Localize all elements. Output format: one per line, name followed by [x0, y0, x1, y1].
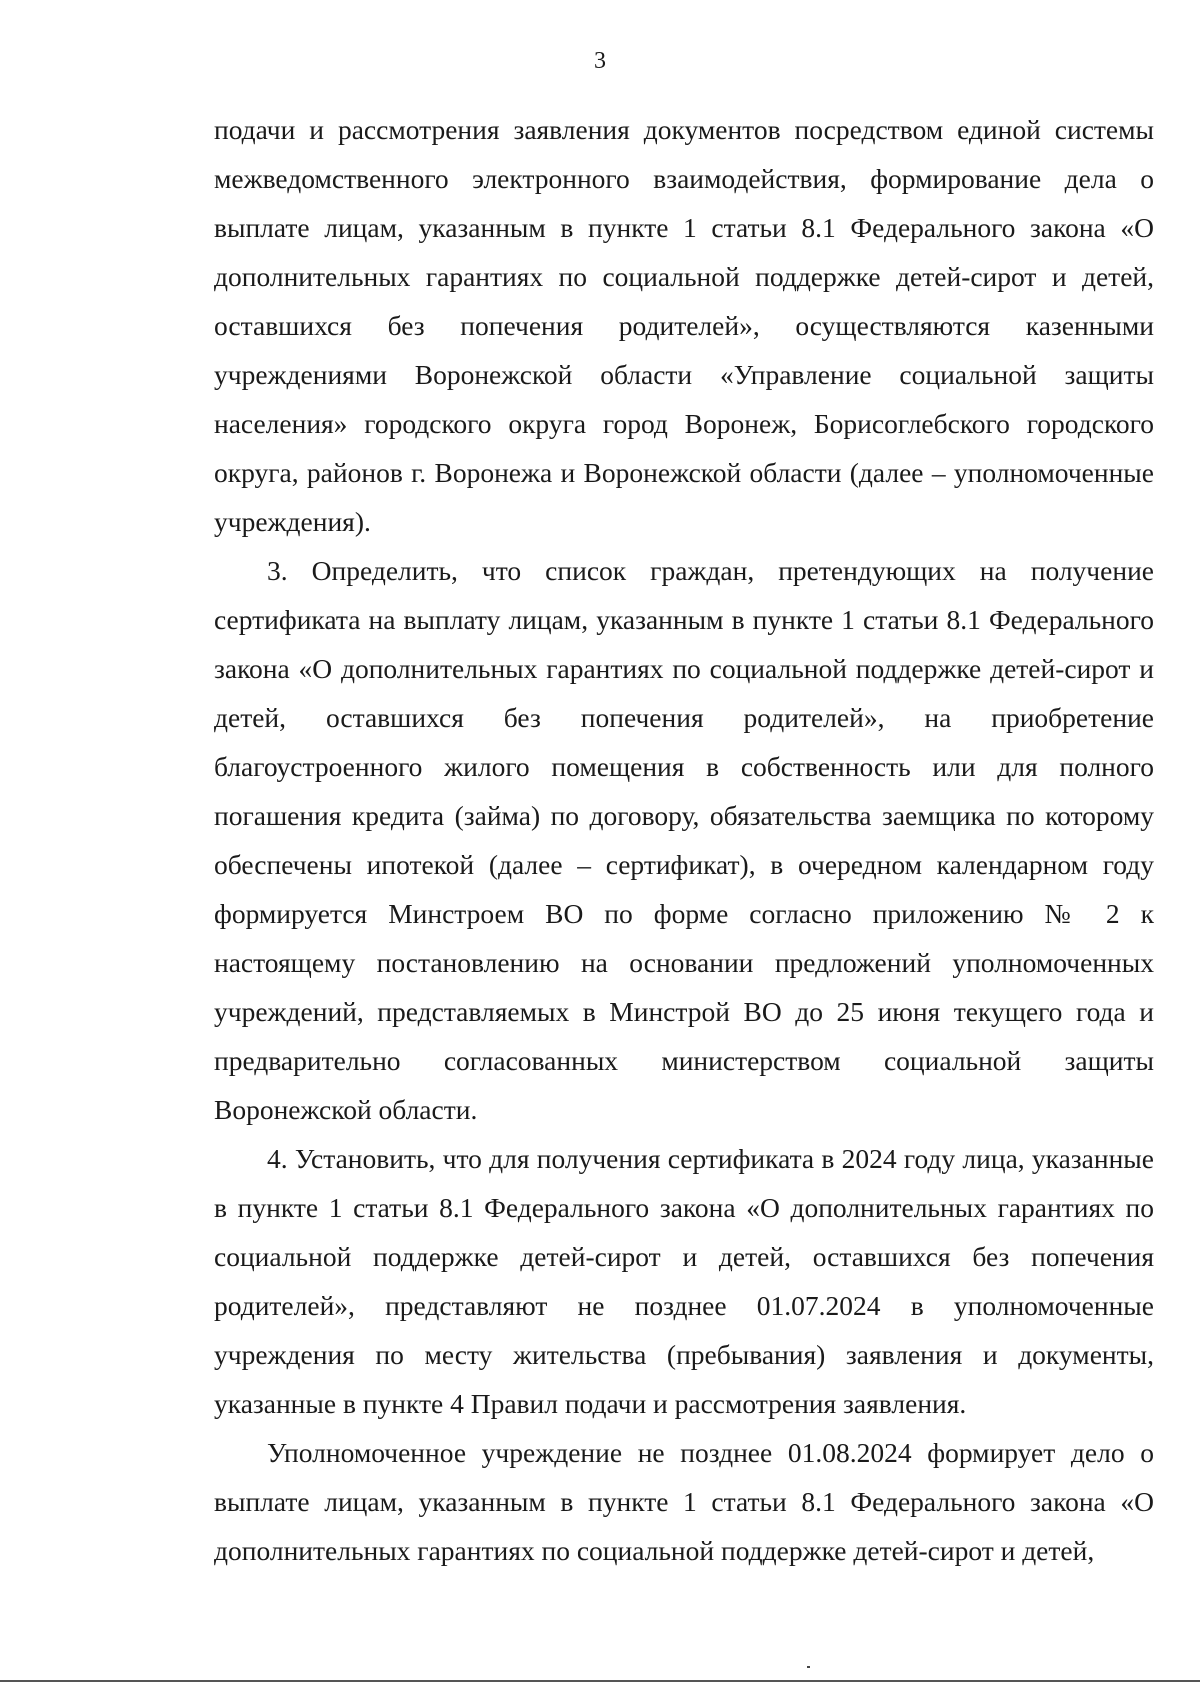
paragraph-item-3: 3. Определить, что список граждан, претендующих на получение сертификата на выплату лицам, указанным в пункте 1 статьи 8.1 Федерального закона «О дополнительных гарантиях по социальной поддержке детей-сирот и детей, оставшихся без попечения родителей», на приобретение благоустроенного жилого помещения в собственность или для полного погашения кредита (займа) по договору, обязательства заемщика по которому обеспечены ипотекой (далее – сертификат), в очередном календарном году формируется Минстроем ВО по форме согласно приложению № 2 к настоящему постановлению на основании предложений уполномоченных учреждений, представляемых в Минстрой ВО до 25 июня текущего года и предварительно согласованных министерством социальной защиты Воронежской области. — [214, 555, 1154, 1125]
document-body — [214, 105, 1154, 1575]
bottom-edge-rule — [0, 1680, 1200, 1682]
paragraph-authorized-institution: Уполномоченное учреждение не позднее 01.08.2024 формирует дело о выплате лицам, указанным в пункте 1 статьи 8.1 Федерального закона «О дополнительных гарантиях по социальной поддержке детей-сирот и детей, — [214, 1437, 1154, 1566]
page-number: 3 — [594, 48, 606, 74]
scan-speck — [807, 1666, 810, 1668]
paragraph-continuation: подачи и рассмотрения заявления документов посредством единой системы межведомственного электронного взаимодействия, формирование дела о выплате лицам, указанным в пункте 1 статьи 8.1 Федерального закона «О дополнительных гарантиях по социальной поддержке детей-сирот и детей, оставшихся без попечения родителей», осуществляются казенными учреждениями Воронежской области «Управление социальной защиты населения» городского округа город Воронеж, Борисоглебского городского округа, районов г. Воронежа и Воронежской области (далее – уполномоченные учреждения). — [214, 114, 1154, 537]
paragraph-item-4: 4. Установить, что для получения сертификата в 2024 году лица, указанные в пункте 1 статьи 8.1 Федерального закона «О дополнительных гарантиях по социальной поддержке детей-сирот и детей, оставшихся без попечения родителей», представляют не позднее 01.07.2024 в уполномоченные учреждения по месту жительства (пребывания) заявления и документы, указанные в пункте 4 Правил подачи и рассмотрения заявления. — [214, 1143, 1154, 1419]
